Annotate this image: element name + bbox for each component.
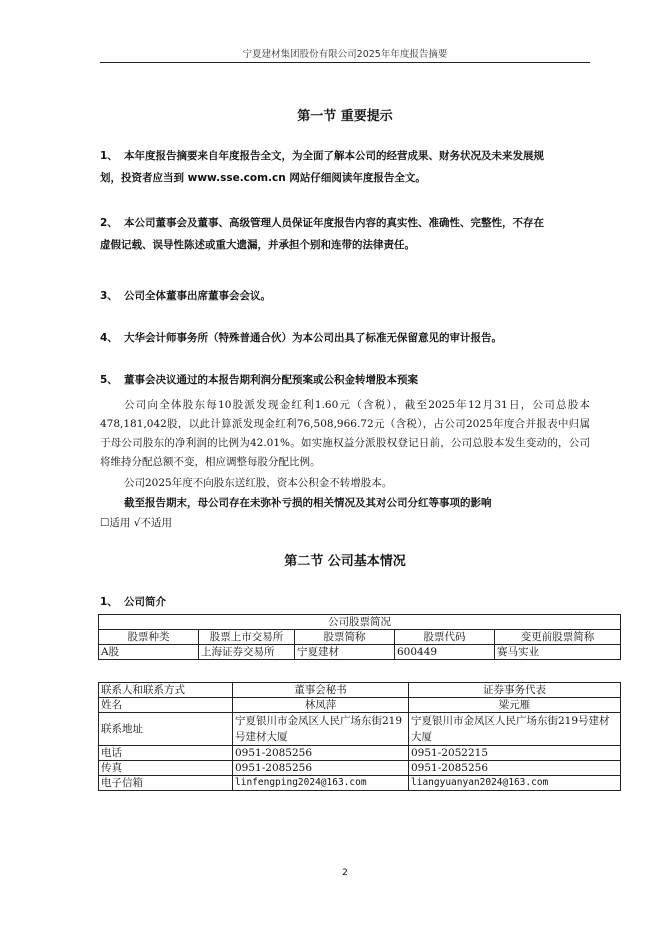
item-number: 3、 xyxy=(100,290,118,302)
section-1-title: 第一节 重要提示 xyxy=(297,109,393,124)
table-row xyxy=(99,713,621,746)
table-cell: 电话 xyxy=(99,746,233,761)
table-row xyxy=(99,698,621,713)
table-cell: 0951-2085256 xyxy=(233,761,409,776)
contact-info-table xyxy=(98,682,621,791)
page-header: 宁夏建材集团股份有限公司2025年年度报告摘要 xyxy=(242,49,448,60)
email-link[interactable]: linfengping2024@163.com xyxy=(233,776,409,791)
table-cell: 宁夏银川市金凤区人民广场东街219号建材大厦 xyxy=(409,713,621,746)
table-caption: 公司股票简况 xyxy=(99,615,621,630)
notice-item-2 xyxy=(100,212,590,256)
table-row xyxy=(99,776,621,791)
table-cell: 0951-2085256 xyxy=(233,746,409,761)
notice-item-1 xyxy=(100,145,590,189)
table-cell: 上海证券交易所 xyxy=(199,645,295,660)
table-cell: 姓名 xyxy=(99,698,233,713)
item-number: 5、 xyxy=(100,374,118,386)
column-header: 联系人和联系方式 xyxy=(99,683,233,698)
table-cell: 赛马实业 xyxy=(495,645,621,660)
item-number: 1、 xyxy=(100,150,118,162)
dividend-plan-paragraph: 公司向全体股东每10股派发现金红利1.60元（含税），截至2025年12月31日，公司总股本478,181,042股，以此计算派发现金红利76,508,966.72元（含税），占公司2025年度合并报表中归属于母公司股东的净利润的比例为42.01%。如实施权益分派股权登记日前，公司总股本发生变动的，公司将维持分配总额不变，相应调整每股分配比例。 xyxy=(100,399,590,468)
item-text: 大华会计师事务所（特殊普通合伙）为本公司出具了标准无保留意见的审计报告。 xyxy=(124,332,502,344)
notice-item-5 xyxy=(100,369,590,391)
notice-item-4 xyxy=(100,327,590,349)
company-profile-heading xyxy=(100,591,590,613)
table-cell: 宁夏银川市金凤区人民广场东街219号建材大厦 xyxy=(233,713,409,746)
header-divider xyxy=(100,62,590,63)
stock-info-table xyxy=(98,614,621,660)
item-text-cont: 划，投资者应当到 www.sse.com.cn 网站仔细阅读年度报告全文。 xyxy=(100,172,426,184)
table-cell: 梁元雁 xyxy=(409,698,621,713)
table-cell: 林凤萍 xyxy=(233,698,409,713)
table-cell: 宁夏建材 xyxy=(295,645,395,660)
section-2-title: 第二节 公司基本情况 xyxy=(284,554,406,569)
column-header: 股票上市交易所 xyxy=(199,630,295,645)
table-row xyxy=(99,645,621,660)
notice-item-3 xyxy=(100,285,590,307)
table-cell: 600449 xyxy=(395,645,495,660)
table-caption-row xyxy=(99,615,621,630)
column-header: 董事会秘书 xyxy=(233,683,409,698)
page-number: 2 xyxy=(342,868,348,878)
item-number: 1、 xyxy=(100,596,118,608)
email-link[interactable]: liangyuanyan2024@163.com xyxy=(409,776,621,791)
table-cell: 电子信箱 xyxy=(99,776,233,791)
table-cell: 0951-2052215 xyxy=(409,746,621,761)
table-header-row xyxy=(99,630,621,645)
item-number: 4、 xyxy=(100,332,118,344)
applicability-options: ☐适用 √不适用 xyxy=(100,517,172,529)
column-header: 变更前股票简称 xyxy=(495,630,621,645)
column-header: 股票代码 xyxy=(395,630,495,645)
item-text: 本公司董事会及董事、高级管理人员保证年度报告内容的真实性、准确性、完整性，不存在 xyxy=(124,217,544,229)
table-row xyxy=(99,761,621,776)
item-text: 公司全体董事出席董事会会议。 xyxy=(124,290,271,302)
no-bonus-paragraph: 公司2025年度不向股东送红股，资本公积金不转增股本。 xyxy=(124,477,393,489)
item-text: 公司简介 xyxy=(124,596,166,608)
item-number: 2、 xyxy=(100,217,118,229)
table-cell: A股 xyxy=(99,645,199,660)
table-cell: 0951-2085256 xyxy=(409,761,621,776)
item-text-cont: 虚假记载、误导性陈述或重大遗漏，并承担个别和连带的法律责任。 xyxy=(100,239,415,251)
table-cell: 传真 xyxy=(99,761,233,776)
item-text: 董事会决议通过的本报告期利润分配预案或公积金转增股本预案 xyxy=(124,374,418,386)
column-header: 证券事务代表 xyxy=(409,683,621,698)
column-header: 股票种类 xyxy=(99,630,199,645)
column-header: 股票简称 xyxy=(295,630,395,645)
item-text: 本年度报告摘要来自年度报告全文，为全面了解本公司的经营成果、财务状况及未来发展规 xyxy=(124,150,544,162)
table-cell: 联系地址 xyxy=(99,713,233,746)
table-header-row xyxy=(99,683,621,698)
table-row xyxy=(99,746,621,761)
loss-note: 截至报告期末，母公司存在未弥补亏损的相关情况及其对公司分红等事项的影响 xyxy=(124,497,492,509)
